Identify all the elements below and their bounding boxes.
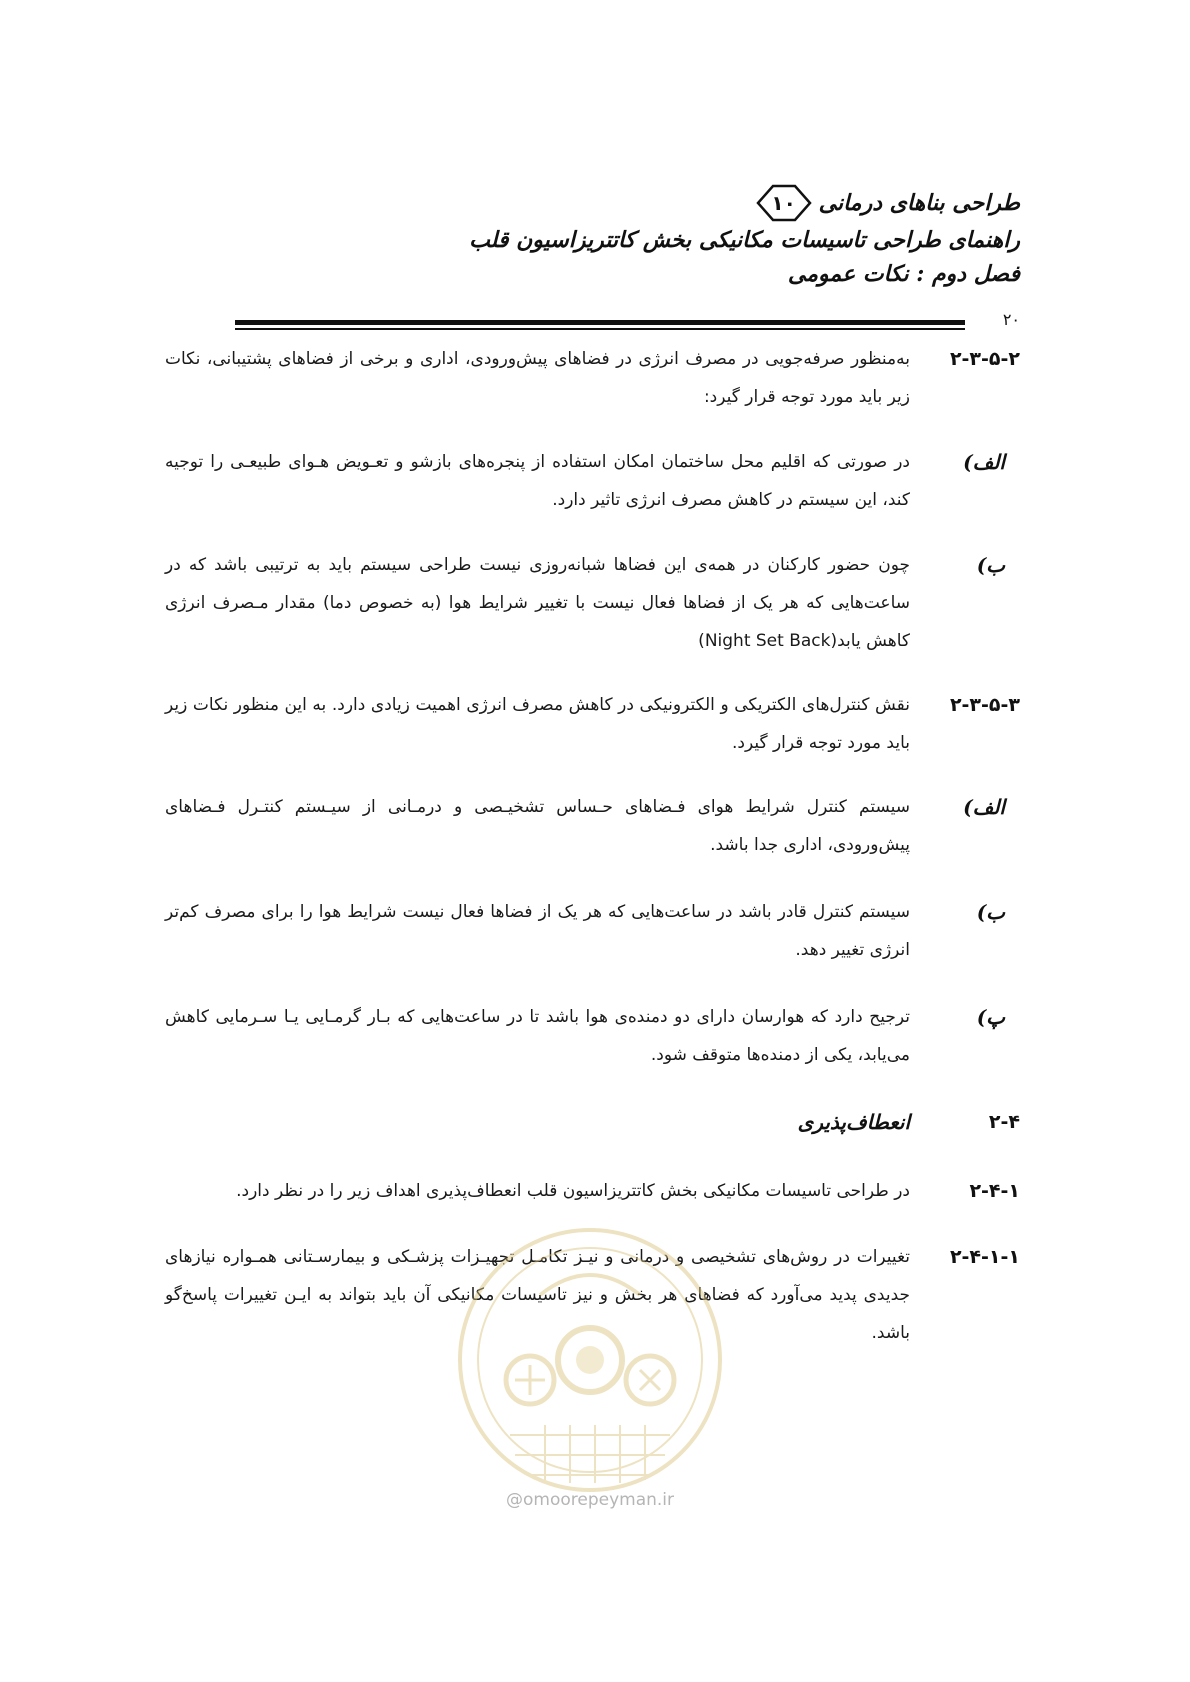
sub-item-label: الف)	[963, 795, 1005, 819]
sub-item-label: پ)	[976, 1005, 1005, 1029]
clause-number: ۲-۳-۵-۳	[949, 694, 1020, 716]
page-header	[160, 183, 1020, 291]
clause-text: نقش کنترل‌های الکتریکی و الکترونیکی در کاهش مصرف انرژی اهمیت زیادی دارد. به این منظور نکات زیر باید مورد توجه قرار گیرد.	[165, 695, 910, 753]
watermark-seal-icon	[455, 1225, 725, 1495]
clause-text: در طراحی تاسیسات مکانیکی بخش کاتتریزاسیون قلب انعطاف‌پذیری اهداف زیر را در نظر دارد.	[236, 1181, 910, 1201]
sub-item-text: ترجیح دارد که هوارسان دارای دو دمنده‌ی هوا باشد تا در ساعت‌هایی که بـار گرمـایی یـا سـرمایی کاهش می‌یابد، یکی از دمنده‌ها متوقف شود.	[165, 1007, 910, 1065]
document-title: راهنمای طراحی تاسیسات مکانیکی بخش کاتتریزاسیون قلب	[469, 227, 1020, 253]
header-rule-thin	[235, 328, 965, 330]
sub-item-text: در صورتی که اقلیم محل ساختمان امکان استفاده از پنجره‌های بازشو و تعـویض هـوای طبیعـی را توجیه کند، این سیستم در کاهش مصرف انرژی تاثیر دارد.	[165, 452, 910, 510]
series-title: طراحی بناهای درمانی	[818, 190, 1020, 216]
clause-text: تغییرات در روش‌های تشخیصی و درمانی و نیـز تکامـل تجهیـزات پزشـکی و بیمارسـتانی همـواره نیازهای جدیدی پدید می‌آورد که فضاهای هر بخش و نیز تاسیسات مکانیکی آن باید بتواند به ایـن تغییرات پاسخ‌گو باشد.	[165, 1247, 910, 1343]
sub-item-text: سیستم کنترل شرایط هوای فـضاهای حـساس تشخیـصی و درمـانی از سیـستم کنتـرل فـضاهای پیش‌ورودی، اداری جدا باشد.	[165, 797, 910, 855]
watermark-url: @omoorepeyman.ir	[505, 1490, 675, 1510]
section-heading: انعطاف‌پذیری	[797, 1110, 910, 1134]
sub-item-label: ب)	[976, 553, 1005, 577]
sub-item-text: چون حضور کارکنان در همه‌ی این فضاها شبانه‌روزی نیست طراحی سیستم باید به ترتیبی باشد که در ساعت‌هایی که هر یک از فضاها فعال نیست با تغییر شرایط هوا (به خصوص دما) مقدار مـصرف انرژی کاهش یابد(Night Set Back)	[165, 555, 910, 651]
chapter-title: فصل دوم : نکات عمومی	[787, 261, 1020, 287]
clause-text: به‌منظور صرفه‌جویی در مصرف انرژی در فضاهای پیش‌ورودی، اداری و برخی از فضاهای پشتیبانی، نکات زیر باید مورد توجه قرار گیرد:	[165, 349, 910, 407]
clause-number: ۲-۴-۱-۱	[949, 1246, 1020, 1268]
header-rule-thick	[235, 320, 965, 325]
series-number-badge	[755, 183, 813, 223]
sub-item-label: الف)	[963, 450, 1005, 474]
series-line	[160, 183, 1020, 223]
clause-number: ۲-۳-۵-۲	[949, 348, 1020, 370]
page-number: ۲۰	[1002, 310, 1020, 329]
sub-item-label: ب)	[976, 900, 1005, 924]
series-number: ۱۰	[771, 191, 796, 215]
clause-number: ۲-۴-۱	[969, 1180, 1020, 1202]
section-number: ۲-۴	[988, 1111, 1020, 1133]
sub-item-text: سیستم کنترل قادر باشد در ساعت‌هایی که هر یک از فضاها فعال نیست شرایط هوا را برای مصرف کم‌تر انرژی تغییر دهد.	[165, 902, 910, 960]
